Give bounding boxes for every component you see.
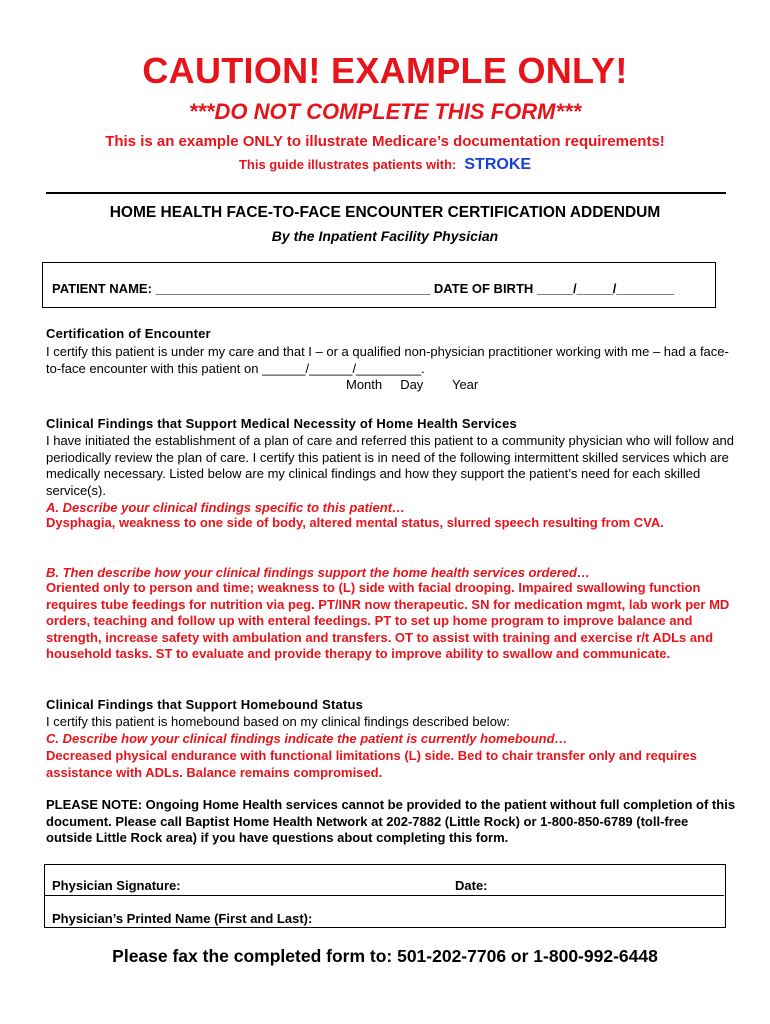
form-title: HOME HEALTH FACE-TO-FACE ENCOUNTER CERTIFICATION ADDENDUM [109,204,661,221]
date-field[interactable]: Date: [455,878,488,893]
guide-line [0,156,770,174]
guide-prefix: This guide illustrates patients with: [238,157,457,172]
printed-name-field[interactable]: Physician’s Printed Name (First and Last): [52,911,313,926]
caution-title: CAUTION! EXAMPLE ONLY! [142,50,628,91]
prompt-b: B. Then describe how your clinical findings support the home health services ordered… [46,565,590,580]
condition-label: STROKE [464,156,532,173]
please-note: PLEASE NOTE: Ongoing Home Health services cannot be provided to the patient without full completion of this document. Please call Baptist Home Health Network at 202-7882 (Little Rock) or 1-800-850-6789 (toll-free outside Little Rock area) if you have questions about completing this form. [46,797,736,846]
header-divider [46,192,726,194]
example-notice: This is an example ONLY to illustrate Medicare’s documentation requirements! [105,133,665,150]
fax-instructions: Please fax the completed form to: 501-202-7706 or 1-800-992-6448 [112,946,658,966]
clinical-findings-text: I have initiated the establishment of a plan of care and referred this patient to a community physician who will follow and periodically review the plan of care. I certify this patient is in need of the following intermittent skilled services which are medically necessary. Listed below are my clinical findings and how they support the patient’s need for each skilled service(s). [46,433,734,498]
clinical-findings-heading: Clinical Findings that Support Medical Necessity of Home Health Services [46,416,517,431]
signature-divider [44,895,724,896]
certification-text: I certify this patient is under my care and that I – or a qualified non-physician practitioner working with me – had a face-to-face encounter with this patient on ______/______/_________. [46,344,729,376]
homebound-heading: Clinical Findings that Support Homebound Status [46,697,364,712]
homebound-text: I certify this patient is homebound based on my clinical findings described below: [46,714,510,729]
certification-heading: Certification of Encounter [46,326,211,341]
answer-a: Dysphagia, weakness to one side of body, altered mental status, slurred speech resulting from CVA. [46,515,664,530]
prompt-c: C. Describe how your clinical findings indicate the patient is currently homebound… [46,731,568,746]
do-not-complete-warning: ***DO NOT COMPLETE THIS FORM*** [188,99,582,124]
answer-c: Decreased physical endurance with functional limitations (L) side. Bed to chair transfer only and requires assistance with ADLs. Balance remains compromised. [46,748,697,780]
form-subtitle: By the Inpatient Facility Physician [271,228,499,244]
prompt-a: A. Describe your clinical findings specific to this patient… [46,500,406,515]
encounter-date-labels: Month Day Year [346,377,479,392]
patient-name-dob-field[interactable]: PATIENT NAME: ______________________________________ DATE OF BIRTH _____/_____/________ [52,281,675,296]
physician-signature-field[interactable]: Physician Signature: [52,878,181,893]
answer-b: Oriented only to person and time; weakness to (L) side with facial drooping. Impaired swallowing function requires tube feedings for nutrition via peg. PT/INR now therapeutic. SN for medication mgmt, lab work per MD orders, teaching and follow up with enteral feedings. PT to set up home program to improve balance and strength, increase safety with ambulation and transfers. OT to assist with training and exercise r/t ADLs and household tasks. ST to evaluate and provide therapy to improve ability to swallow and communicate. [46,580,730,662]
